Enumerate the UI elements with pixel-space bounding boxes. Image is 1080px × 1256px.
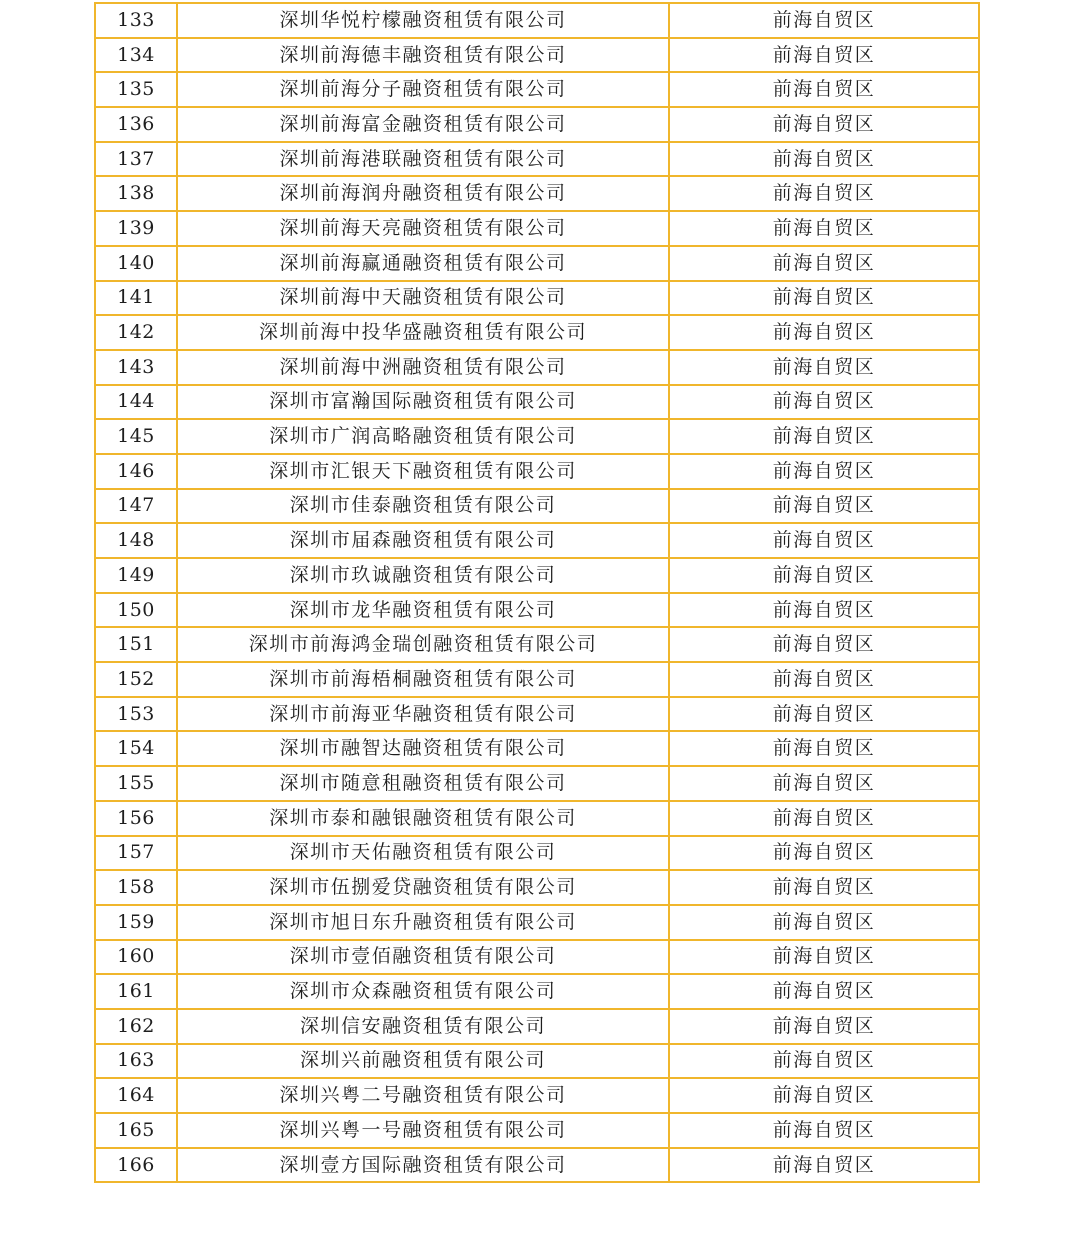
- table-row: [95, 315, 979, 350]
- zone-cell: 前海自贸区: [669, 593, 979, 628]
- table-row: [95, 211, 979, 246]
- table-body: [95, 3, 979, 1182]
- zone-cell: 前海自贸区: [669, 72, 979, 107]
- company-name-cell: 深圳市龙华融资租赁有限公司: [177, 593, 669, 628]
- table-row: [95, 697, 979, 732]
- company-name-cell: 深圳市泰和融银融资租赁有限公司: [177, 801, 669, 836]
- row-number-cell: 143: [95, 350, 177, 385]
- company-name-cell: 深圳市众森融资租赁有限公司: [177, 974, 669, 1009]
- row-number-cell: 145: [95, 419, 177, 454]
- row-number-cell: 165: [95, 1113, 177, 1148]
- row-number-cell: 154: [95, 731, 177, 766]
- row-number-cell: 138: [95, 176, 177, 211]
- table-row: [95, 1078, 979, 1113]
- zone-cell: 前海自贸区: [669, 627, 979, 662]
- company-name-cell: 深圳前海德丰融资租赁有限公司: [177, 38, 669, 73]
- zone-cell: 前海自贸区: [669, 905, 979, 940]
- zone-cell: 前海自贸区: [669, 974, 979, 1009]
- table-row: [95, 3, 979, 38]
- table-row: [95, 801, 979, 836]
- zone-cell: 前海自贸区: [669, 489, 979, 524]
- table-row: [95, 350, 979, 385]
- table-row: [95, 627, 979, 662]
- table-row: [95, 38, 979, 73]
- company-name-cell: 深圳市前海梧桐融资租赁有限公司: [177, 662, 669, 697]
- row-number-cell: 152: [95, 662, 177, 697]
- row-number-cell: 139: [95, 211, 177, 246]
- zone-cell: 前海自贸区: [669, 315, 979, 350]
- zone-cell: 前海自贸区: [669, 801, 979, 836]
- company-name-cell: 深圳前海润舟融资租赁有限公司: [177, 176, 669, 211]
- company-name-cell: 深圳市广润高略融资租赁有限公司: [177, 419, 669, 454]
- zone-cell: 前海自贸区: [669, 662, 979, 697]
- row-number-cell: 166: [95, 1148, 177, 1183]
- company-name-cell: 深圳兴前融资租赁有限公司: [177, 1044, 669, 1079]
- row-number-cell: 156: [95, 801, 177, 836]
- row-number-cell: 134: [95, 38, 177, 73]
- zone-cell: 前海自贸区: [669, 558, 979, 593]
- zone-cell: 前海自贸区: [669, 1078, 979, 1113]
- table-row: [95, 593, 979, 628]
- company-name-cell: 深圳市汇银天下融资租赁有限公司: [177, 454, 669, 489]
- company-name-cell: 深圳前海富金融资租赁有限公司: [177, 107, 669, 142]
- table-row: [95, 489, 979, 524]
- zone-cell: 前海自贸区: [669, 836, 979, 871]
- table-row: [95, 836, 979, 871]
- zone-cell: 前海自贸区: [669, 385, 979, 420]
- table-row: [95, 940, 979, 975]
- table-row: [95, 281, 979, 316]
- company-name-cell: 深圳市佳泰融资租赁有限公司: [177, 489, 669, 524]
- zone-cell: 前海自贸区: [669, 1044, 979, 1079]
- table-row: [95, 974, 979, 1009]
- table-row: [95, 1044, 979, 1079]
- row-number-cell: 144: [95, 385, 177, 420]
- row-number-cell: 159: [95, 905, 177, 940]
- company-name-cell: 深圳华悦柠檬融资租赁有限公司: [177, 3, 669, 38]
- zone-cell: 前海自贸区: [669, 870, 979, 905]
- company-name-cell: 深圳市天佑融资租赁有限公司: [177, 836, 669, 871]
- company-name-cell: 深圳市随意租融资租赁有限公司: [177, 766, 669, 801]
- table-row: [95, 1148, 979, 1183]
- row-number-cell: 153: [95, 697, 177, 732]
- company-name-cell: 深圳市融智达融资租赁有限公司: [177, 731, 669, 766]
- zone-cell: 前海自贸区: [669, 766, 979, 801]
- company-name-cell: 深圳市前海亚华融资租赁有限公司: [177, 697, 669, 732]
- table-row: [95, 176, 979, 211]
- company-name-cell: 深圳前海中洲融资租赁有限公司: [177, 350, 669, 385]
- row-number-cell: 136: [95, 107, 177, 142]
- zone-cell: 前海自贸区: [669, 1009, 979, 1044]
- company-name-cell: 深圳前海天亮融资租赁有限公司: [177, 211, 669, 246]
- table-row: [95, 419, 979, 454]
- company-name-cell: 深圳市届森融资租赁有限公司: [177, 523, 669, 558]
- table-row: [95, 662, 979, 697]
- company-name-cell: 深圳壹方国际融资租赁有限公司: [177, 1148, 669, 1183]
- company-name-cell: 深圳市玖诚融资租赁有限公司: [177, 558, 669, 593]
- table-row: [95, 558, 979, 593]
- table-row: [95, 454, 979, 489]
- zone-cell: 前海自贸区: [669, 38, 979, 73]
- zone-cell: 前海自贸区: [669, 246, 979, 281]
- zone-cell: 前海自贸区: [669, 523, 979, 558]
- row-number-cell: 148: [95, 523, 177, 558]
- zone-cell: 前海自贸区: [669, 419, 979, 454]
- table-row: [95, 72, 979, 107]
- company-name-cell: 深圳兴粤二号融资租赁有限公司: [177, 1078, 669, 1113]
- row-number-cell: 157: [95, 836, 177, 871]
- table-row: [95, 766, 979, 801]
- table-row: [95, 246, 979, 281]
- row-number-cell: 158: [95, 870, 177, 905]
- row-number-cell: 146: [95, 454, 177, 489]
- row-number-cell: 162: [95, 1009, 177, 1044]
- company-name-cell: 深圳市富瀚国际融资租赁有限公司: [177, 385, 669, 420]
- zone-cell: 前海自贸区: [669, 281, 979, 316]
- row-number-cell: 133: [95, 3, 177, 38]
- row-number-cell: 164: [95, 1078, 177, 1113]
- company-name-cell: 深圳兴粤一号融资租赁有限公司: [177, 1113, 669, 1148]
- company-name-cell: 深圳前海赢通融资租赁有限公司: [177, 246, 669, 281]
- company-name-cell: 深圳前海中投华盛融资租赁有限公司: [177, 315, 669, 350]
- company-name-cell: 深圳市前海鸿金瑞创融资租赁有限公司: [177, 627, 669, 662]
- table-row: [95, 1113, 979, 1148]
- row-number-cell: 151: [95, 627, 177, 662]
- row-number-cell: 147: [95, 489, 177, 524]
- row-number-cell: 141: [95, 281, 177, 316]
- zone-cell: 前海自贸区: [669, 731, 979, 766]
- zone-cell: 前海自贸区: [669, 176, 979, 211]
- company-name-cell: 深圳信安融资租赁有限公司: [177, 1009, 669, 1044]
- table-row: [95, 142, 979, 177]
- table-row: [95, 523, 979, 558]
- zone-cell: 前海自贸区: [669, 697, 979, 732]
- table-row: [95, 731, 979, 766]
- zone-cell: 前海自贸区: [669, 454, 979, 489]
- zone-cell: 前海自贸区: [669, 107, 979, 142]
- zone-cell: 前海自贸区: [669, 1113, 979, 1148]
- zone-cell: 前海自贸区: [669, 1148, 979, 1183]
- row-number-cell: 142: [95, 315, 177, 350]
- zone-cell: 前海自贸区: [669, 350, 979, 385]
- table-row: [95, 905, 979, 940]
- company-name-cell: 深圳市壹佰融资租赁有限公司: [177, 940, 669, 975]
- table-row: [95, 107, 979, 142]
- table-row: [95, 870, 979, 905]
- zone-cell: 前海自贸区: [669, 211, 979, 246]
- row-number-cell: 149: [95, 558, 177, 593]
- row-number-cell: 161: [95, 974, 177, 1009]
- zone-cell: 前海自贸区: [669, 940, 979, 975]
- row-number-cell: 137: [95, 142, 177, 177]
- company-name-cell: 深圳前海中天融资租赁有限公司: [177, 281, 669, 316]
- row-number-cell: 140: [95, 246, 177, 281]
- zone-cell: 前海自贸区: [669, 3, 979, 38]
- row-number-cell: 163: [95, 1044, 177, 1079]
- company-name-cell: 深圳前海分子融资租赁有限公司: [177, 72, 669, 107]
- table-row: [95, 1009, 979, 1044]
- company-table: [94, 2, 980, 1183]
- row-number-cell: 155: [95, 766, 177, 801]
- row-number-cell: 150: [95, 593, 177, 628]
- company-name-cell: 深圳前海港联融资租赁有限公司: [177, 142, 669, 177]
- table-row: [95, 385, 979, 420]
- company-name-cell: 深圳市伍捌爱贷融资租赁有限公司: [177, 870, 669, 905]
- row-number-cell: 160: [95, 940, 177, 975]
- row-number-cell: 135: [95, 72, 177, 107]
- zone-cell: 前海自贸区: [669, 142, 979, 177]
- company-name-cell: 深圳市旭日东升融资租赁有限公司: [177, 905, 669, 940]
